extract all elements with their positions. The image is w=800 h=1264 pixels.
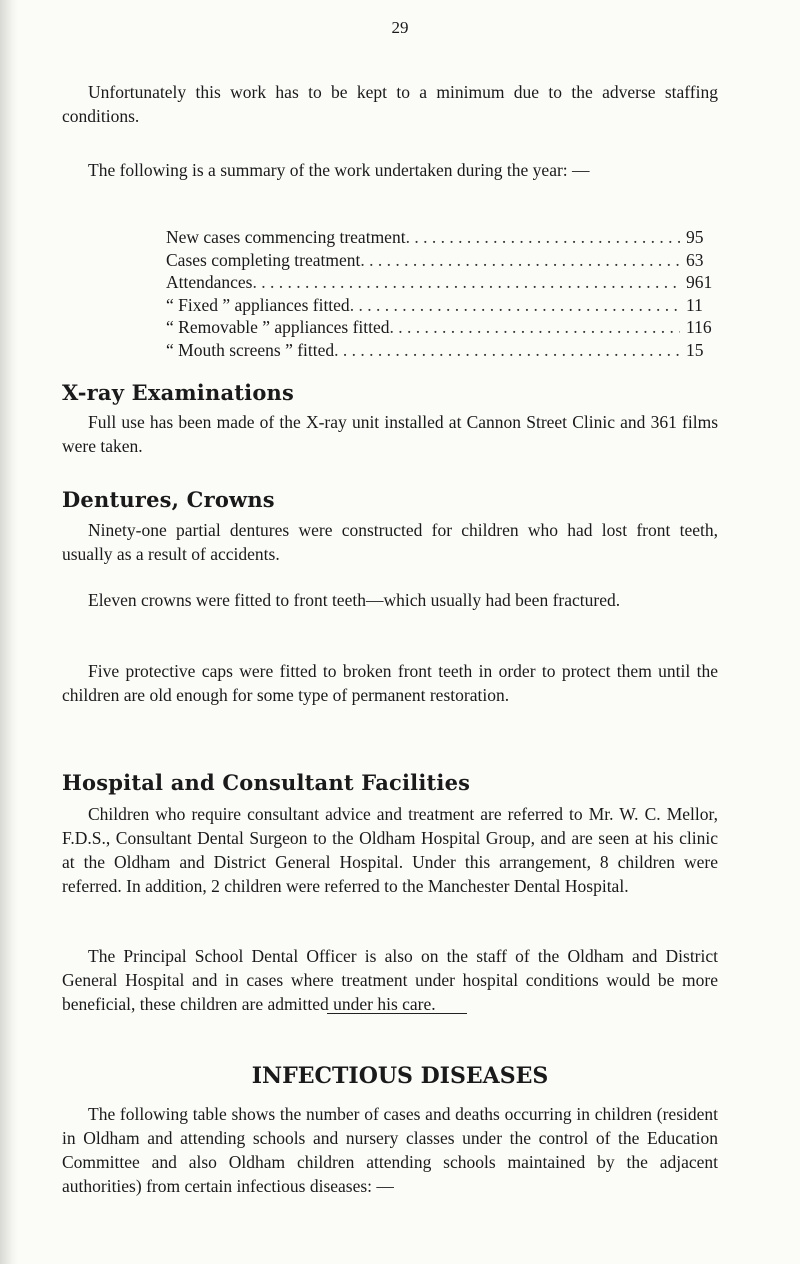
crowns-paragraph: Eleven crowns were fitted to front teeth—which usually had been fractured. [88,590,621,610]
summary-item-label: “ Fixed ” appliances fitted [166,294,350,315]
summary-item [166,271,726,294]
summary-item-label: Cases completing treatment [166,249,361,270]
summary-item-value: 11 [686,294,703,315]
summary-item [166,316,726,339]
summary-item-value: 95 [686,227,704,247]
summary-item [166,249,726,272]
summary-item-label: “ Removable ” appliances fitted [166,317,390,337]
dentures-paragraph: Ninety-one partial dentures were constructed for children who had lost front teeth, usually as a result of accidents. [62,520,718,564]
summary-item-value: 15 [686,339,704,360]
section-heading-xray: X-ray Examinations [62,380,295,405]
summary-item-value: 116 [686,317,712,337]
summary-item-value: 63 [686,249,704,270]
summary-intro: The following is a summary of the work undertaken during the year: — [88,160,590,180]
section-heading-infectious: INFECTIOUS DISEASES [251,1063,549,1089]
hospital-paragraph-1: Children who require consultant advice and treatment are referred to Mr. W. C. Mellor, F.D.S., Consultant Dental Surgeon to the Oldham Hospital Group, and are seen at his clinic at the Oldham and District General Hospital. Under this arrangement, 8 children were referred. In addition, 2 children were referred to the Manchester Dental Hospital. [62,804,718,896]
caps-paragraph: Five protective caps were fitted to broken front teeth in order to protect them until the children are old enough for some type of permanent restoration. [62,661,718,705]
section-heading-hospital: Hospital and Consultant Facilities [62,770,471,795]
hospital-paragraph-2: The Principal School Dental Officer is also on the staff of the Oldham and District General Hospital and in cases where treatment under hospital conditions would be more beneficial, these children are admitted under his care. [62,946,718,1014]
page-number: 29 [391,18,409,37]
summary-list [166,226,726,361]
summary-item-label: Attendances [166,272,253,292]
summary-item-label: New cases commencing treatment [166,227,406,247]
summary-item-label: “ Mouth screens ” fitted [166,339,335,360]
intro-paragraph: Unfortunately this work has to be kept to a minimum due to the adverse staffing conditions. [62,82,718,126]
summary-item [166,294,726,317]
section-divider [327,1013,467,1014]
summary-item-value: 961 [686,272,713,292]
summary-item [166,339,726,362]
xray-paragraph: Full use has been made of the X-ray unit installed at Cannon Street Clinic and 361 films were taken. [62,412,718,456]
summary-item [166,226,726,249]
infectious-paragraph: The following table shows the number of cases and deaths occurring in children (resident in Oldham and attending schools and nursery classes under the control of the Education Committee and also Oldham children attending schools maintained by the adjacent authorities) from certain infectious diseases: — [62,1104,718,1196]
section-heading-dentures: Dentures, Crowns [62,487,275,512]
